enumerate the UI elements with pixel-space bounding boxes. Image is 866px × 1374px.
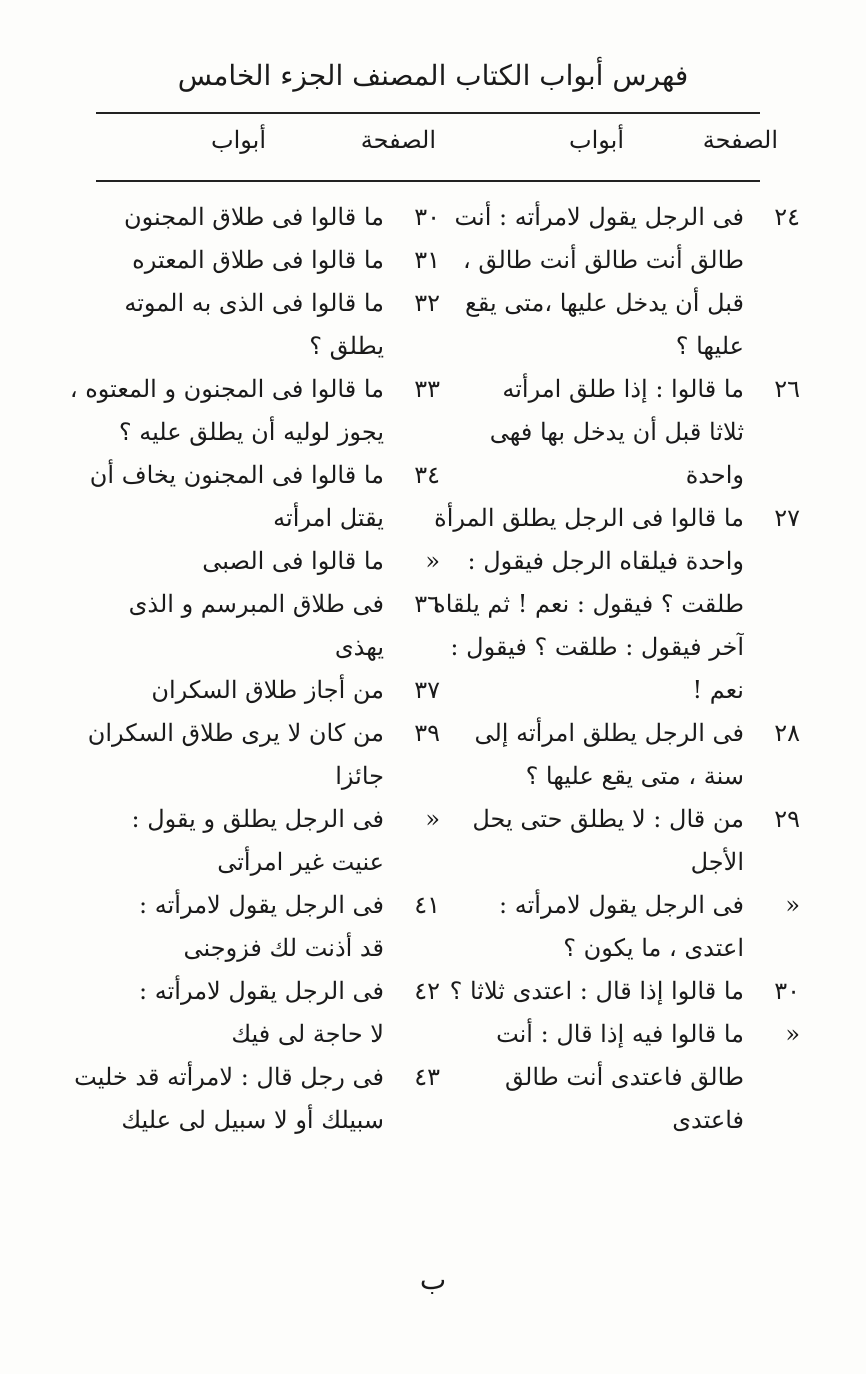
- index-entry: [440, 1013, 800, 1142]
- entry-title-line: يقتل امرأته: [273, 504, 384, 532]
- entry-page-number: ٣٤: [414, 461, 440, 489]
- index-entry: [74, 1056, 440, 1142]
- entry-title-line: اعتدى ، ما يكون ؟: [563, 934, 744, 962]
- index-entry: [96, 540, 440, 583]
- entry-title-line: ما قالوا : إذا طلق امرأته: [502, 375, 744, 403]
- entry-title-line: سنة ، متى يقع عليها ؟: [525, 762, 744, 790]
- entry-title-line: ما قالوا إذا قال : اعتدى ثلاثا ؟: [449, 977, 744, 1005]
- top-rule: [96, 112, 760, 114]
- header-rule: [96, 180, 760, 182]
- entry-title-line: طالق فاعتدى أنت طالق: [504, 1063, 744, 1091]
- entry-page-number: ٣٦: [414, 590, 440, 618]
- entry-title-line: آخر فيقول : طلقت ؟ فيقول :: [450, 633, 744, 661]
- entry-title-line: يطلق ؟: [309, 332, 384, 360]
- entry-title: [96, 282, 384, 368]
- entry-title-line: فى الرجل يطلق امرأته إلى: [474, 719, 744, 747]
- entry-title: [440, 884, 744, 970]
- index-entry: [440, 712, 800, 798]
- entry-title: [440, 1013, 744, 1142]
- entry-title: [96, 540, 384, 583]
- entry-page-number: ٣٠: [774, 977, 800, 1005]
- entry-title: [440, 970, 744, 1013]
- entry-title-line: يجوز لوليه أن يطلق عليه ؟: [118, 418, 384, 446]
- entry-title-line: واحدة: [685, 461, 744, 489]
- entry-title-line: من كان لا يرى طلاق السكران: [87, 719, 384, 747]
- index-entry: [433, 497, 800, 712]
- entry-page-number: ٣٩: [414, 719, 440, 747]
- index-entry: [89, 454, 440, 540]
- entry-title: [96, 239, 384, 282]
- index-entry: [96, 583, 440, 669]
- entry-title-line: قد أذنت لك فزوجنى: [183, 934, 384, 962]
- entry-title: [96, 884, 384, 970]
- entry-page-number: ٤١: [414, 891, 440, 919]
- index-entry: [96, 798, 440, 884]
- entry-title-line: نعم !: [692, 676, 744, 704]
- entry-title-line: فى الرجل يقول لامرأته :: [139, 977, 384, 1005]
- header-chapters-right: أبواب: [568, 126, 624, 154]
- entry-title: [74, 1056, 384, 1142]
- entry-title-line: طالق أنت طالق أنت طالق ،: [463, 246, 744, 274]
- entry-title: [96, 970, 384, 1056]
- index-entry: [96, 282, 440, 368]
- entry-title: [70, 368, 384, 454]
- entry-title: [440, 196, 744, 368]
- entry-title: [433, 497, 744, 712]
- entry-page-number: ٢٨: [774, 719, 800, 747]
- index-column-left: [69, 196, 440, 1276]
- entry-title-line: من قال : لا يطلق حتى يحل: [472, 805, 744, 833]
- header-page-right: الصفحة: [702, 126, 778, 154]
- entry-page-number: «: [425, 805, 440, 833]
- entry-title-line: ما قالوا فى المجنون يخاف أن: [89, 461, 384, 489]
- header-chapters-left: أبواب: [210, 126, 266, 154]
- entry-page-number: ٢٤: [774, 203, 800, 231]
- entry-title-line: ثلاثا قبل أن يدخل بها فهى: [489, 418, 744, 446]
- entry-title-line: سبيلك أو لا سبيل لى عليك: [121, 1106, 384, 1134]
- entry-title-line: لا حاجة لى فيك: [231, 1020, 384, 1048]
- entry-page-number: ٤٢: [414, 977, 440, 1005]
- index-entry: [440, 970, 800, 1013]
- entry-title: [96, 798, 384, 884]
- entry-title: [440, 712, 744, 798]
- index-column-right: [433, 196, 800, 1276]
- entry-page-number: ٤٣: [414, 1063, 440, 1091]
- entry-title: [96, 196, 384, 239]
- entry-title: [90, 454, 384, 540]
- entry-title-line: عليها ؟: [675, 332, 744, 360]
- index-entry: [440, 368, 800, 497]
- index-entry: [96, 669, 440, 712]
- index-entry: [96, 970, 440, 1056]
- folio-letter: ب: [419, 1263, 447, 1296]
- entry-title-line: فى الرجل يطلق و يقول :: [131, 805, 384, 833]
- entry-title-line: فى الرجل يقول لامرأته :: [139, 891, 384, 919]
- entry-title: [440, 798, 744, 884]
- entry-title-line: جائزا: [335, 762, 384, 790]
- entry-page-number: ٢٩: [774, 805, 800, 833]
- entry-page-number: ٢٦: [774, 375, 800, 403]
- entry-page-number: «: [425, 547, 440, 575]
- index-entry: [69, 368, 440, 454]
- index-entry: [440, 884, 800, 970]
- index-entry: [96, 239, 440, 282]
- page-title: فهرس أبواب الكتاب المصنف الجزء الخامس: [177, 59, 689, 92]
- entry-title-line: فى الرجل يقول لامرأته :: [499, 891, 744, 919]
- entry-page-number: «: [785, 1020, 800, 1048]
- entry-title: [440, 368, 744, 497]
- header-page-left: الصفحة: [360, 126, 436, 154]
- entry-title-line: طلقت ؟ فيقول : نعم ! ثم يلقاه: [433, 590, 744, 618]
- entry-page-number: ٣٢: [414, 289, 440, 317]
- entry-title-line: عنيت غير امرأتى: [217, 848, 384, 876]
- index-entry: [440, 798, 800, 884]
- entry-title-line: فى طلاق المبرسم و الذى: [128, 590, 384, 618]
- index-entry: [440, 196, 800, 368]
- entry-title-line: ما قالوا فى المجنون و المعتوه ،: [69, 375, 384, 403]
- entry-page-number: ٣٣: [414, 375, 440, 403]
- entry-title-line: يهذى: [334, 633, 384, 661]
- entry-page-number: ٣٠: [414, 203, 440, 231]
- index-entry: [96, 884, 440, 970]
- entry-title-line: من أجاز طلاق السكران: [151, 676, 384, 704]
- entry-title-line: فاعتدى: [672, 1106, 744, 1134]
- entry-page-number: «: [785, 891, 800, 919]
- entry-title-line: الأجل: [690, 848, 744, 876]
- index-entry: [87, 712, 440, 798]
- index-entry: [96, 196, 440, 239]
- entry-page-number: ٢٧: [774, 504, 800, 532]
- entry-page-number: ٣١: [414, 246, 440, 274]
- entry-title-line: فى الرجل يقول لامرأته : أنت: [454, 203, 744, 231]
- entry-title: [88, 712, 384, 798]
- entry-title-line: ما قالوا فيه إذا قال : أنت: [496, 1020, 744, 1048]
- entry-title-line: ما قالوا فى الصبى: [202, 547, 384, 575]
- entry-title-line: قبل أن يدخل عليها ،متى يقع: [465, 289, 744, 317]
- entry-title-line: ما قالوا فى طلاق المجنون: [124, 203, 384, 231]
- entry-title-line: واحدة فيلقاه الرجل فيقول :: [467, 547, 744, 575]
- entry-page-number: ٣٧: [414, 676, 440, 704]
- entry-title-line: ما قالوا فى الرجل يطلق المرأة: [434, 504, 744, 532]
- entry-title: [96, 583, 384, 669]
- entry-title-line: فى رجل قال : لامرأته قد خليت: [74, 1063, 384, 1091]
- entry-title: [96, 669, 384, 712]
- entry-title-line: ما قالوا فى الذى به الموته: [124, 289, 384, 317]
- entry-title-line: ما قالوا فى طلاق المعتره: [132, 246, 384, 274]
